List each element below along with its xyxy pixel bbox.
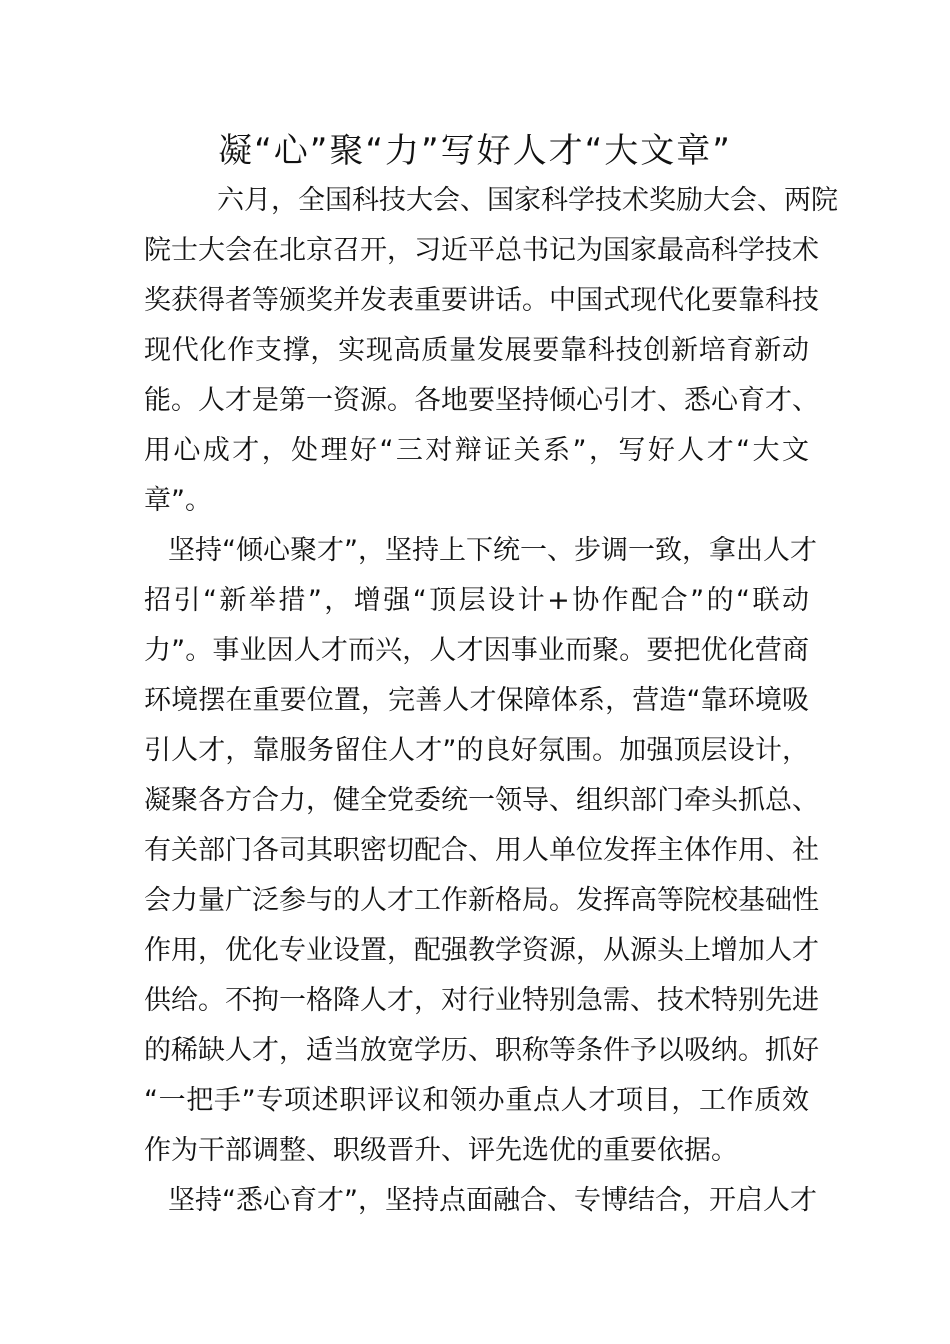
paragraph-line: 引人才，靠服务留住人才”的良好氛围。加强顶层设计，	[144, 735, 809, 766]
paragraph-line: 章”。	[144, 485, 212, 516]
paragraph-line: 力”。事业因人才而兴，人才因事业而聚。要把优化营商	[144, 635, 809, 666]
paragraph-line: 会力量广泛参与的人才工作新格局。发挥高等院校基础性	[144, 885, 819, 916]
paragraph-line: 招引“新举措”，增强“顶层设计+协作配合”的“联动	[144, 585, 809, 616]
paragraph-line: 作为干部调整、职级晋升、评先选优的重要依据。	[144, 1135, 738, 1166]
paragraph-line: 有关部门各司其职密切配合、用人单位发挥主体作用、社	[144, 835, 819, 866]
paragraph-line: 供给。不拘一格降人才，对行业特别急需、技术特别先进	[144, 985, 819, 1016]
document-title: 凝“心”聚“力”写好人才“大文章”	[218, 131, 732, 171]
paragraph-line: 作用，优化专业设置，配强教学资源，从源头上增加人才	[144, 935, 819, 966]
paragraph-line: 用心成才，处理好“三对辩证关系”，写好人才“大文	[144, 435, 809, 466]
paragraph-line: 环境摆在重要位置，完善人才保障体系，营造“靠环境吸	[144, 685, 809, 716]
paragraph-line: 能。人才是第一资源。各地要坚持倾心引才、悉心育才、	[144, 385, 819, 416]
paragraph-line: 现代化作支撑，实现高质量发展要靠科技创新培育新动	[144, 335, 809, 366]
paragraph-line: 奖获得者等颁奖并发表重要讲话。中国式现代化要靠科技	[144, 285, 819, 316]
paragraph-line: 坚持“悉心育才”，坚持点面融合、专博结合，开启人才	[168, 1185, 817, 1216]
paragraph-line: 凝聚各方合力，健全党委统一领导、组织部门牵头抓总、	[144, 785, 819, 816]
paragraph-line: 的稀缺人才，适当放宽学历、职称等条件予以吸纳。抓好	[144, 1035, 819, 1066]
paragraph-line: “一把手”专项述职评议和领办重点人才项目，工作质效	[144, 1085, 809, 1116]
paragraph-line: 坚持“倾心聚才”，坚持上下统一、步调一致，拿出人才	[168, 535, 817, 566]
paragraph-line: 六月，全国科技大会、国家科学技术奖励大会、两院	[217, 185, 838, 216]
paragraph-line: 院士大会在北京召开，习近平总书记为国家最高科学技术	[144, 235, 819, 266]
